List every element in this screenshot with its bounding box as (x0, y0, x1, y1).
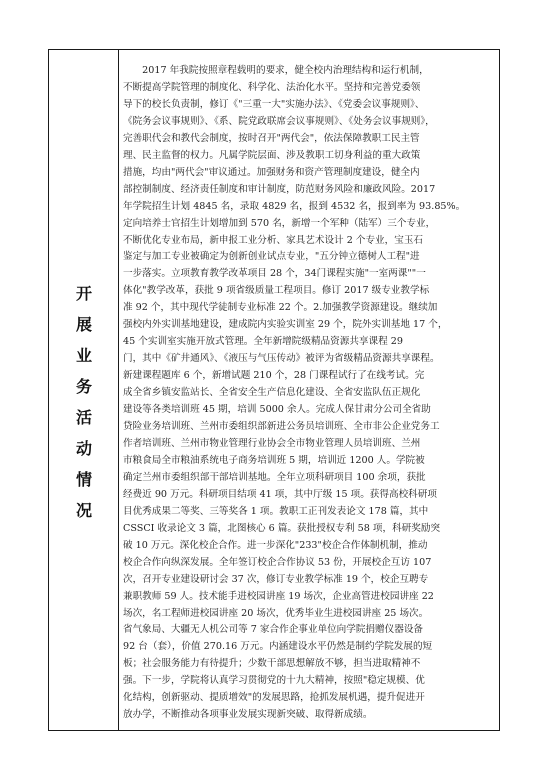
section-title-char: 动 (75, 439, 92, 458)
body-line: 不断优化专业布局，新申报工业分析、家具艺术设计 2 个专业，宝玉石 (123, 234, 424, 246)
body-line: 强校内外实训基地建设，建成院内实验实训室 29 个，院外实训基地 17 个， (123, 319, 448, 331)
report-table (48, 49, 500, 731)
body-line: 2017 年我院按照章程载明的要求，健全校内治理结构和运行机制， (123, 65, 429, 76)
body-line: 破 10 万元。深化校企合作。进一步深化"233"校企合作体制机制，推动 (123, 539, 428, 551)
body-line: 年学院招生计划 4845 名，录取 4829 名，报到 4532 名，报到率为 93.85%。 (123, 200, 466, 212)
body-line: 成全省乡镇安监站长、全省安全生产信息化建设、全省安监队伍正规化 (123, 387, 421, 399)
body-line: 门，其中《矿井通风》、《液压与气压传动》被评为省级精品资源共享课程。 (123, 353, 440, 365)
body-line: 目优秀成果二等奖、三等奖各 1 项。教职工正刊发表论文 178 篇，其中 (123, 505, 429, 517)
body-line: 场次，名工程师进校园讲座 20 场次，优秀毕业生进校园讲座 25 场次。 (123, 607, 429, 619)
body-line: 理、民主监督的权力。凡属学院层面、涉及教职工切身利益的重大政策 (123, 149, 421, 161)
body-line: 45 个实训室实施开放式管理。全年新增院级精品资源共享课程 29 (123, 336, 403, 348)
body-line: 校企合作向纵深发展。全年签订校企合作协议 53 份，开展校企互访 107 (123, 556, 432, 568)
body-line: 新建课程题库 6 个，新增试题 210 个，28 门课程试行了在线考试。完 (123, 370, 425, 382)
body-line: 体化"教学改革，获批 9 项省级质量工程项目。修订 2017 级专业教学标 (123, 285, 430, 297)
body-line: 部控制制度、经济责任制度和审计制度，防范财务风险和廉政风险。2017 (123, 183, 436, 195)
body-line: 不断提高学院管理的制度化、科学化、法治化水平。坚持和完善党委领 (123, 81, 421, 93)
section-title-char: 业 (75, 346, 92, 365)
body-line: 完善职代会和教代会制度，按时召开"两代会"，依法保障教职工民主管 (123, 132, 420, 144)
section-title-char: 情 (75, 470, 92, 489)
body-line: 92 台（套），价值 270.16 万元。内涵建设水平仍然是制约学院发展的短 (123, 641, 433, 653)
body-line: 准 92 个，其中现代学徒制专业标准 22 个。2.加强教学资源建设。继续加 (123, 302, 438, 314)
section-title-char: 况 (75, 501, 92, 520)
body-line: 板；社会服务能力有待提升；少数干部思想解放不够，担当进取精神不 (123, 658, 421, 670)
section-title-char: 开 (75, 284, 92, 303)
section-title-cell (49, 50, 119, 730)
section-title-char: 展 (75, 315, 92, 334)
body-line: CSSCI 收录论文 3 篇，北图核心 6 篇。获批授权专利 58 项，科研奖励突 (123, 522, 441, 534)
body-line: 措施，均由"两代会"审议通过。加强财务和资产管理制度建设，健全内 (123, 166, 420, 178)
section-title (49, 278, 119, 526)
body-line: 作者培训班、兰州市物业管理行业协会全市物业管理人员培训班、兰州 (123, 437, 421, 449)
body-line: 建设等各类培训班 45 期，培训 5000 余人。完成人保甘肃分公司全省助 (123, 404, 431, 416)
body-line: 次，召开专业建设研讨会 37 次，修订专业教学标准 19 个，校企互聘专 (123, 573, 429, 585)
body-line: 强。下一步，学院将认真学习贯彻党的十九大精神，按照"稳定规模、优 (123, 675, 425, 687)
body-line: 一步落实。立项教育教学改革项目 28 个，34门课程实施"一室两课""一 (123, 268, 426, 280)
section-title-char: 活 (75, 408, 92, 427)
body-line: 化结构，创新驱动、提质增效"的发展思路，抢抓发展机遇，提升促进开 (123, 692, 425, 704)
body-line: 市粮食局全市粮油系统电子商务培训班 5 期，培训近 1200 人。学院被 (123, 454, 425, 466)
body-line: 省气象局、大疆无人机公司等 7 家合作企事业单位向学院捐赠仪器设备 (123, 624, 424, 636)
body-line: 定向培养士官招生计划增加到 570 名，新增一个军种（陆军）三个专业， (123, 217, 436, 229)
body-line: 确定兰州市委组织部干部培训基地。全年立项科研项目 100 余项，获批 (123, 471, 426, 483)
body-line: 《院务会议事规则》、《系、院党政联席会议事规则》、《处务会议事规则》， (123, 115, 435, 127)
body-line: 兼职教师 59 人。技术能手进校园讲座 19 场次，企业高管进校园讲座 22 (123, 590, 434, 602)
section-title-char: 务 (75, 377, 92, 396)
body-line: 导下的校长负责制，修订《"三重一大"实施办法》、《党委会议事规则》、 (123, 98, 425, 110)
body-line: 鉴定与加工专业被确定为创新创业试点专业，"五分钟立德树人工程"进 (123, 251, 420, 263)
body-line: 放办学，不断推动各项事业发展实现新突破、取得新成绩。 (123, 709, 373, 721)
body-line: 贷险业务培训班、兰州市委组织部新进公务员培训班、全市非公企业党务工 (123, 421, 440, 433)
report-body (123, 63, 495, 724)
body-line: 经费近 90 万元。科研项目结项 41 项，其中厅级 15 项。获得高校科研项 (123, 488, 437, 500)
